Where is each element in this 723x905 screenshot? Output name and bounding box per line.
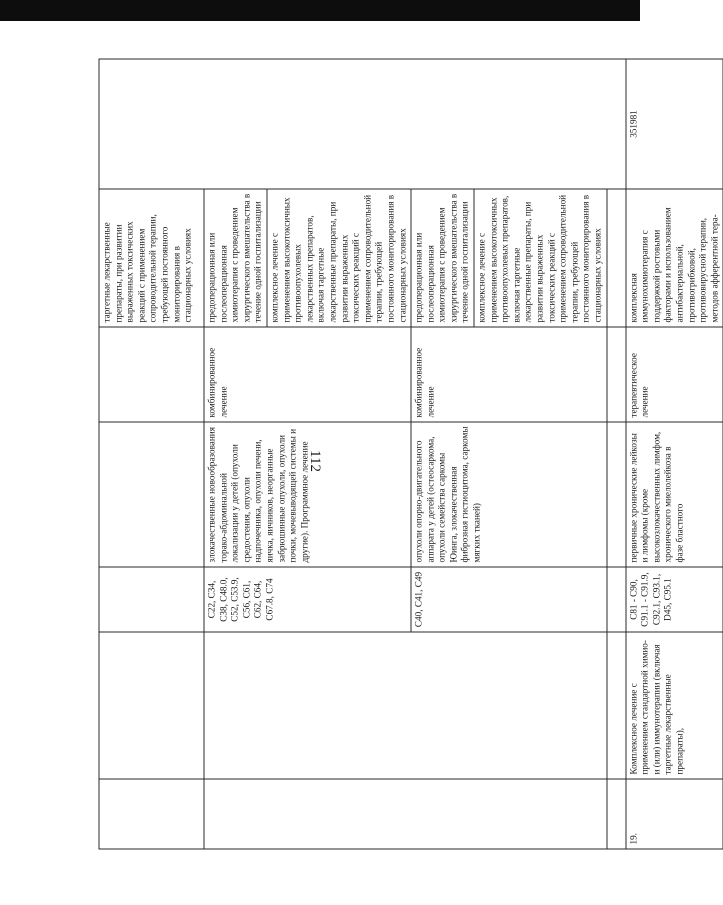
cell-diagnosis-codes: C81 - C90, C91.1 - C91.9, C92.1, C93.1, D45, C95.1: [625, 567, 723, 632]
cell-treatment-type: комбинированное лечение: [204, 327, 411, 422]
cell-spacer: [606, 189, 625, 327]
cell-name-empty: [204, 632, 607, 779]
cell-number-empty: [99, 779, 204, 849]
cell-spacer: [606, 422, 625, 567]
cell-number-empty: [204, 779, 607, 849]
cell-diagnosis-codes: C40, C41, C49: [411, 567, 607, 632]
cell-treatment-type: терапевтическое лечение: [625, 327, 723, 422]
cell-codes-empty: [99, 567, 204, 632]
cell-treatment-empty: [99, 327, 204, 422]
cell-diagnosis-codes: C22, C34, C38, C48.0, C52, C53.9, C56, C61, C62, C64, C67.8, C74: [204, 567, 411, 632]
cell-method-continued: таргетные лекарственные препараты, при развитии выраженных токсических реакций с применением сопроводительной терапии, требующей постоянного мониторирования в стационарных условиях: [99, 189, 204, 327]
cell-treatment-type: комбинированное лечение: [411, 327, 607, 422]
cell-spacer: [606, 632, 625, 779]
cell-model-empty: [99, 422, 204, 567]
cell-spacer: [606, 327, 625, 422]
cell-name-empty: [99, 632, 204, 779]
cell-spacer: [606, 567, 625, 632]
medical-care-table: [98, 58, 723, 849]
table-row-19: [625, 59, 723, 849]
cell-patient-model: опухоли опорно-двигательного аппарата у детей (остеосаркома, опухоли семейства саркомы Юинга, злокачественная фиброзная гистиоцитома, саркомы мягких тканей): [411, 422, 607, 567]
cell-care-name: Комплексное лечение с применением стандартной химио- и (или) иммунотерапии (включая таргетные лекарственные препараты),: [625, 632, 723, 779]
page-number: 112: [307, 450, 323, 472]
scan-top-edge: [0, 0, 640, 21]
cell-spacer: [606, 779, 625, 849]
landscape-table-container: [98, 59, 719, 849]
cell-method: комплексное лечение с применением высокотоксичных противоопухолевых препаратов, включая таргетные лекарственные препараты, при развитии выраженных токсических реакций с применением сопроводительной терапии, требующей постоянного мониторирования в стационарных условиях: [474, 189, 607, 327]
cell-method: предоперационная или послеоперационная химиотерапия с проведением хирургического вмешательства в течение одной госпитализации: [411, 189, 474, 327]
table-row-continued: [99, 59, 204, 849]
cell-method: комплексная иммунохимиотерапия с поддержкой ростовыми факторами и использованием антибактериальной, противогрибковой, противовирусной терапии, методов афферентной тера-: [625, 189, 723, 327]
cell-row-number: 19.: [625, 779, 723, 849]
cell-cost-empty: [99, 59, 626, 189]
cell-cost: 351981: [625, 59, 723, 189]
cell-method: комплексное лечение с применением высокотоксичных противоопухолевых лекарственных препаратов, включая таргетные лекарственные препараты, при развитии выраженных токсических реакций с применением сопроводительной терапии, требующей постоянного мониторирования в стационарных условиях: [266, 189, 410, 327]
rotated-table-frame: [98, 59, 719, 849]
cell-method: предоперационная или послеоперационная химиотерапия с проведением хирургического вмешательства в течение одной госпитализации: [204, 189, 267, 327]
cell-patient-model: первичные хронические лейкозы и лимфомы (кроме высокозлокачественных лимфом, хронического миелолейкоза в фазе бластного: [625, 422, 723, 567]
cell-patient-model: злокачественные новообразования торако-абдоминальной локализации у детей (опухоли средостения, опухоли надпочечника, опухоли печени, яичка, яичников, неорганные забрюшинные опухоли, опухоли почки, мочевыводящей системы и другие). Программное лечение: [204, 422, 411, 567]
